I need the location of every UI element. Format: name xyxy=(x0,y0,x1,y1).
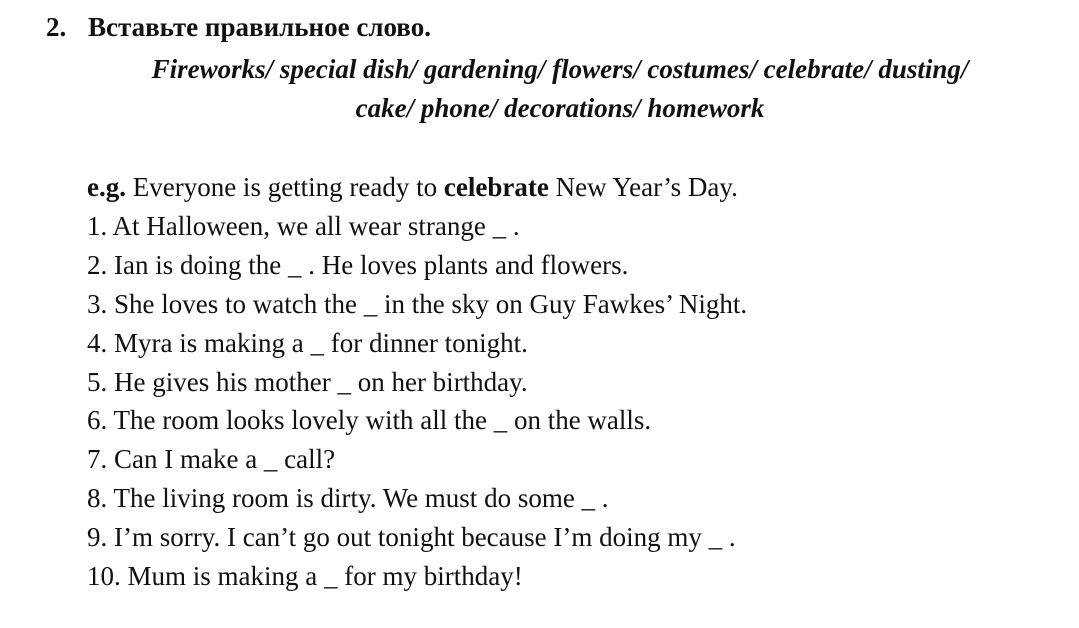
sentence-6: 6. The room looks lovely with all the _ on the walls. xyxy=(87,405,652,436)
sentence-3: 3. She loves to watch the _ in the sky on Guy Fawkes’ Night. xyxy=(87,288,748,319)
example-prefix: e.g. xyxy=(87,172,126,202)
sentence-5: 5. He gives his mother _ on her birthday. xyxy=(87,366,528,397)
example-sentence xyxy=(87,168,747,207)
example-answer: celebrate xyxy=(443,172,549,202)
task-instruction: Вставьте правильное слово. xyxy=(88,12,431,42)
sentence-8: 8. The living room is dirty. We must do some _ . xyxy=(87,483,609,514)
sentence-list xyxy=(87,168,747,596)
word-bank-line-1: Fireworks/ special dish/ gardening/ flowers/ costumes/ celebrate/ dusting/ xyxy=(151,54,969,84)
sentence-10: 10. Mum is making a _ for my birthday! xyxy=(87,561,523,592)
sentence-7: 7. Can I make a _ call? xyxy=(87,444,336,475)
word-bank-line-2: cake/ phone/ decorations/ homework xyxy=(355,93,765,123)
sentence-4: 4. Myra is making a _ for dinner tonight. xyxy=(87,327,528,358)
example-text-after: New Year’s Day. xyxy=(548,172,738,202)
sentence-1: 1. At Halloween, we all wear strange _ . xyxy=(87,210,520,241)
sentence-9: 9. I’m sorry. I can’t go out tonight because I’m doing my _ . xyxy=(87,522,736,553)
word-bank xyxy=(60,50,1060,128)
example-text-before: Everyone is getting ready to xyxy=(125,172,444,202)
task-header xyxy=(46,12,431,43)
task-number: 2. xyxy=(46,12,67,42)
sentence-2: 2. Ian is doing the _ . He loves plants and flowers. xyxy=(87,249,629,280)
